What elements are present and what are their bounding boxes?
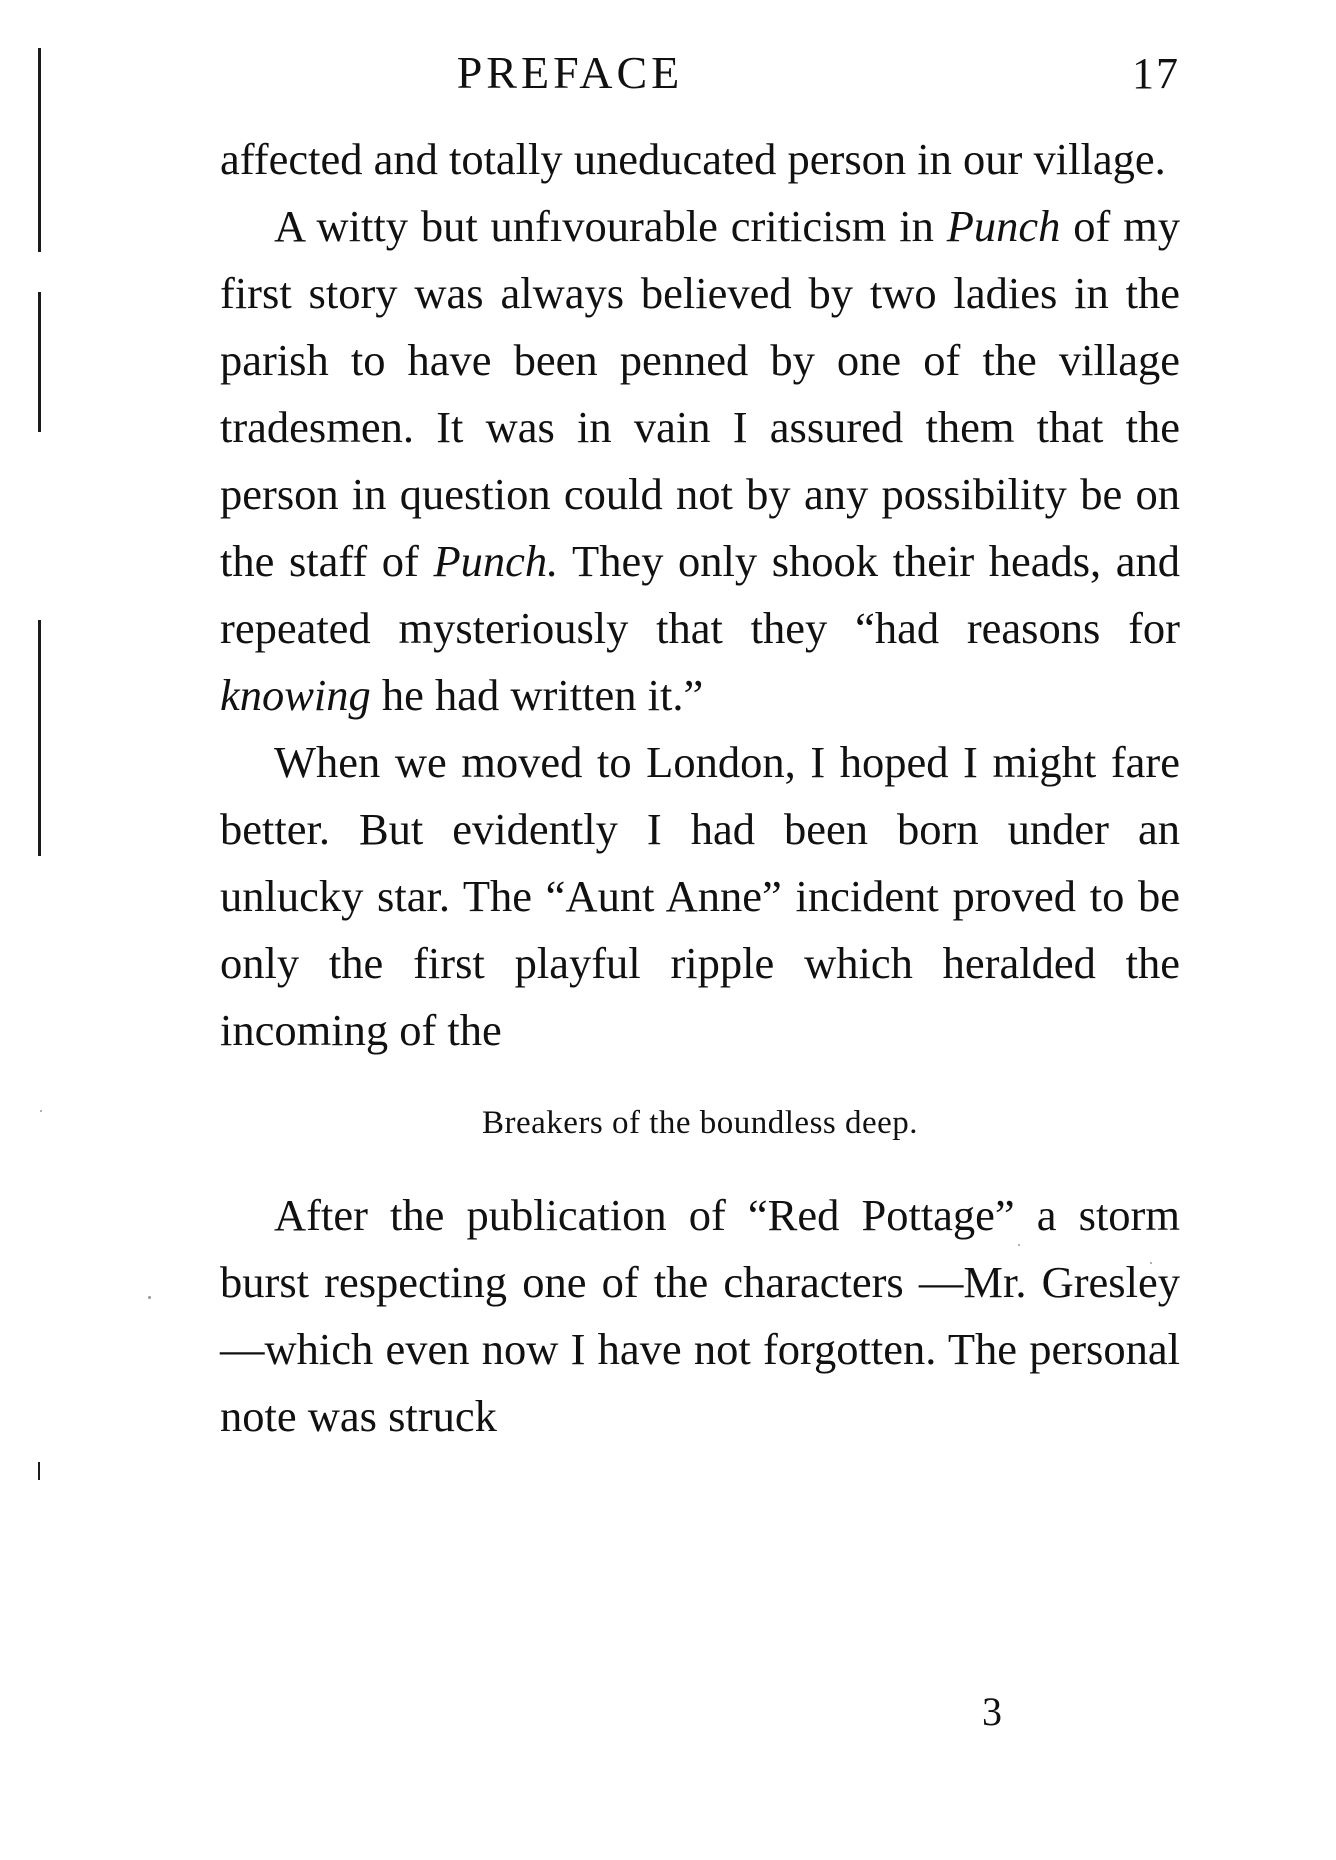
text-run: A witty but unfıvourable criticism in — [274, 201, 947, 251]
text-run: They only shook their heads, and repeated mysteriously that they “had reasons for — [220, 536, 1181, 653]
margin-rule-middle — [38, 292, 41, 432]
page-speck — [148, 1296, 151, 1299]
signature-mark: 3 — [982, 1689, 1002, 1734]
page-speck — [40, 1110, 42, 1112]
paragraph: affected and totally uneducated person in our village. — [220, 134, 1166, 184]
margin-rule-top — [38, 48, 41, 252]
block-quote: Breakers of the boundless deep. — [481, 1105, 919, 1141]
italic-title: Punch — [946, 201, 1061, 251]
body-text — [220, 126, 1180, 1450]
running-title: PREFACE — [456, 47, 684, 98]
paragraph: After the publication of “Red Pottage” a storm burst respecting one of the characters —Mr. Gresley—which even now I have not forgotten. The personal note was struck — [220, 1190, 1180, 1441]
italic-emphasis: knowing — [220, 670, 371, 720]
page-number: 17 — [1132, 49, 1180, 98]
text-run: of my first story was always believed by two ladies in the parish to have been penned by one of the village tradesmen. It was in vain I assured them that the person in question could not by any possibility be on the staff of — [220, 201, 1180, 586]
paragraph — [220, 193, 1180, 729]
italic-title: Punch. — [433, 536, 559, 586]
text-run: he had written it.” — [370, 670, 704, 720]
running-head — [220, 42, 1180, 102]
margin-tick — [38, 1462, 40, 1480]
margin-rule-lower — [38, 620, 41, 856]
paragraph: When we moved to London, I hoped I might fare better. But evidently I had been born under an unlucky star. The “Aunt Anne” incident proved to be only the first playful ripple which heralded the incoming of the — [220, 737, 1180, 1055]
